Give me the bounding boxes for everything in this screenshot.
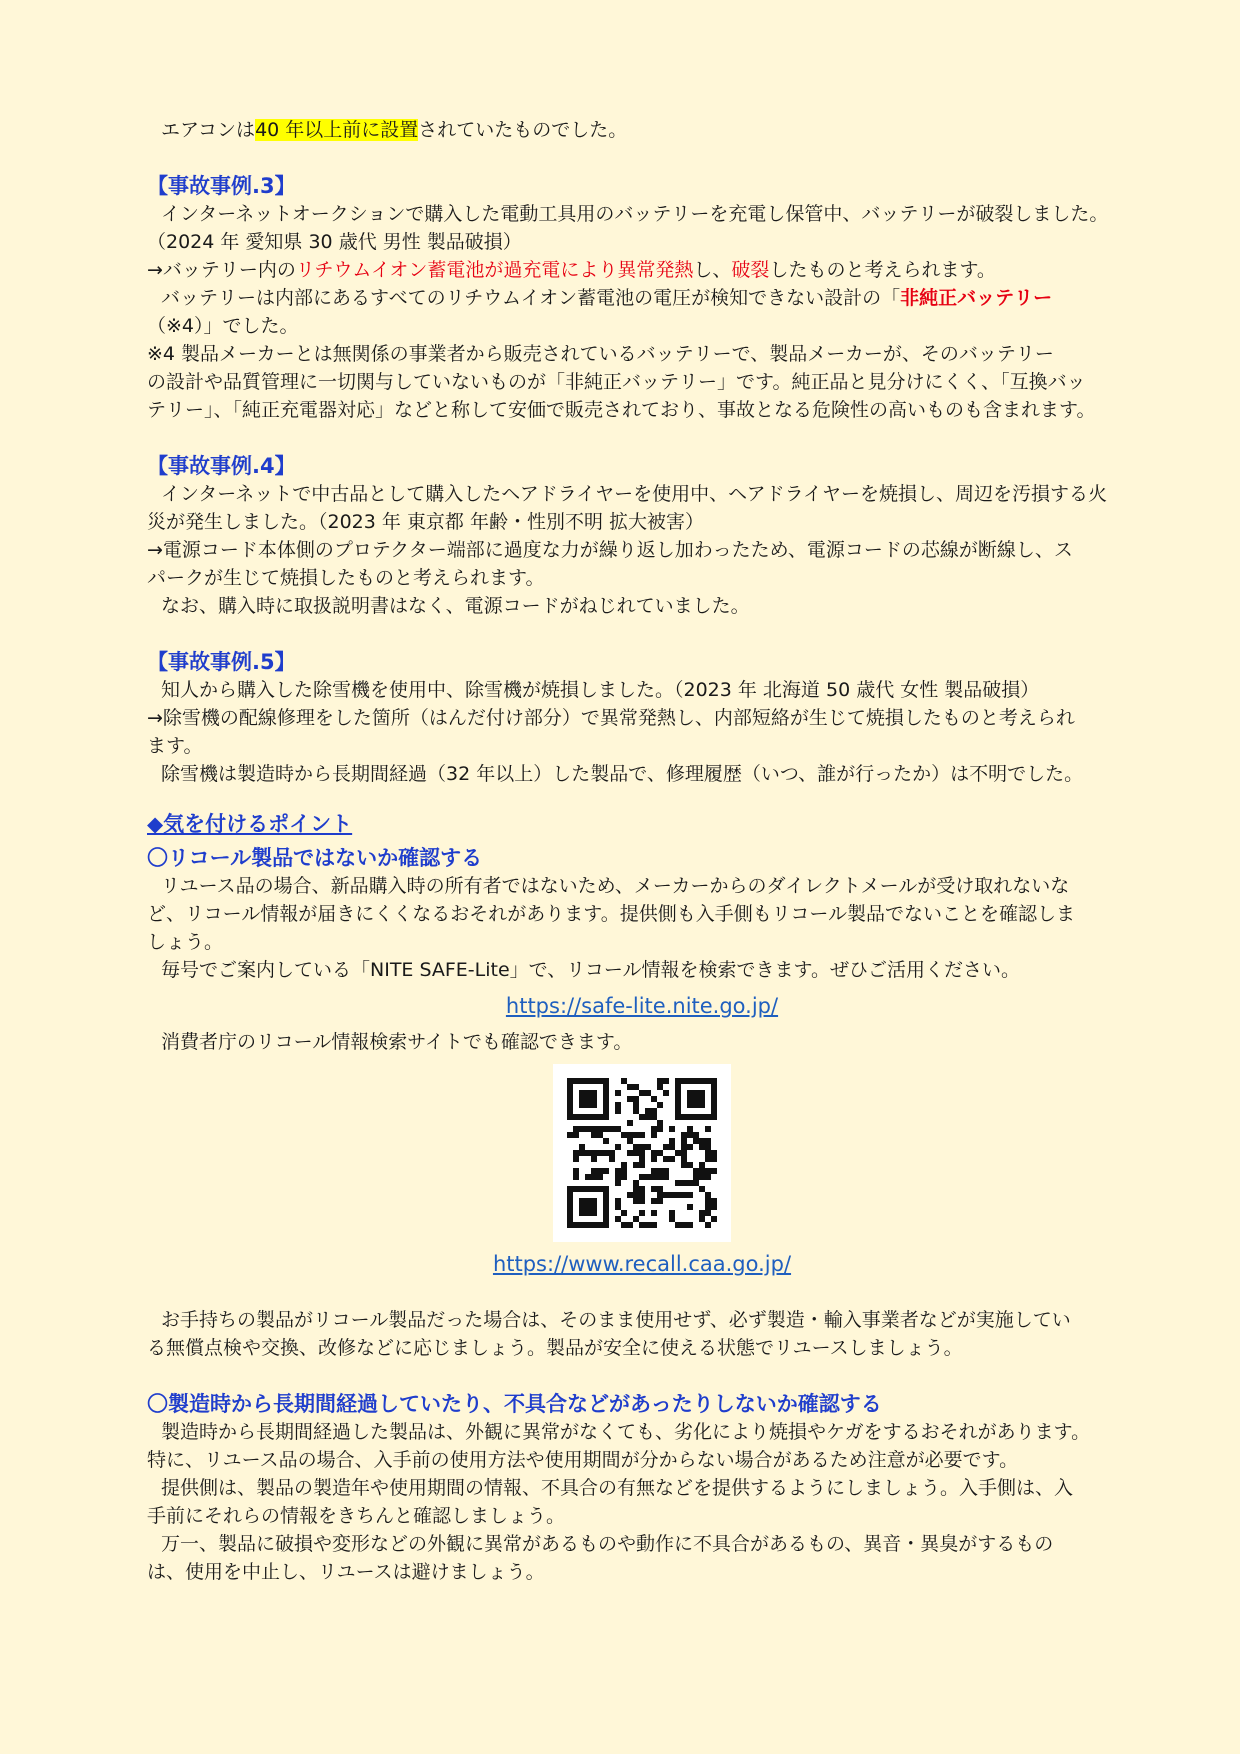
case5-line4: 除雪機は製造時から長期間経過（32 年以上）した製品で、修理履歴（いつ、誰が行ったか）は不明でした。 bbox=[161, 763, 1084, 785]
case3-note3: テリー」、「純正充電器対応」などと称して安価で販売されており、事故となる危険性の高いものも含まれます。 bbox=[147, 399, 1096, 421]
case3-line5: （※4）」でした。 bbox=[147, 315, 299, 337]
aging-line6: は、使用を中止し、リユースは避けましょう。 bbox=[147, 1561, 545, 1583]
case4-line2: 災が発生しました。（2023 年 東京都 年齢・性別不明 拡大被害） bbox=[147, 511, 705, 533]
aging-title: 〇製造時から長期間経過していたり、不具合などがあったりしないか確認する bbox=[147, 1392, 882, 1416]
case5-line2: →除雪機の配線修理をした箇所（はんだ付け部分）で異常発熱し、内部短絡が生じて焼損したものと考えられ bbox=[147, 707, 1075, 729]
case3-line3: →バッテリー内のリチウムイオン蓄電池が過充電により異常発熱し、破裂したものと考えられます。 bbox=[147, 259, 996, 281]
recall-title: 〇リコール製品ではないか確認する bbox=[147, 846, 483, 870]
recall-line6: お手持ちの製品がリコール製品だった場合は、そのまま使用せず、必ず製造・輸入事業者などが実施してい bbox=[161, 1309, 1071, 1331]
case3-title: 【事故事例.3】 bbox=[147, 174, 296, 198]
aging-line1: 製造時から長期間経過した製品は、外観に異常がなくても、劣化により焼損やケガをするおそれがあります。 bbox=[161, 1421, 1091, 1443]
recall-line3: しょう。 bbox=[147, 931, 224, 953]
document-body bbox=[147, 0, 1137, 1586]
case5-line3: ます。 bbox=[147, 735, 203, 757]
aging-line3: 提供側は、製品の製造年や使用期間の情報、不具合の有無などを提供するようにしましょう。入手側は、入 bbox=[161, 1477, 1074, 1499]
intro-line: エアコンは40 年以上前に設置されていたものでした。 bbox=[161, 119, 628, 141]
case5-title: 【事故事例.5】 bbox=[147, 650, 296, 674]
recall-line5: 消費者庁のリコール情報検索サイトでも確認できます。 bbox=[161, 1031, 633, 1053]
points-title: ◆気を付けるポイント bbox=[147, 812, 353, 836]
recall-line2: ど、リコール情報が届きにくくなるおそれがあります。提供側も入手側もリコール製品でないことを確認しま bbox=[147, 903, 1075, 925]
qr-container bbox=[147, 1064, 1137, 1242]
case5-line1: 知人から購入した除雪機を使用中、除雪機が焼損しました。（2023 年 北海道 50 歳代 女性 製品破損） bbox=[161, 679, 1040, 701]
nite-safe-lite-link[interactable]: https://safe-lite.nite.go.jp/ bbox=[505, 994, 779, 1018]
case3-line2: （2024 年 愛知県 30 歳代 男性 製品破損） bbox=[147, 231, 522, 253]
recall-line7: る無償点検や交換、改修などに応じましょう。製品が安全に使える状態でリユースしましょう。 bbox=[147, 1337, 963, 1359]
aging-line4: 手前にそれらの情報をきちんと確認しましょう。 bbox=[147, 1505, 566, 1527]
case3-line1: インターネットオークションで購入した電動工具用のバッテリーを充電し保管中、バッテリーが破裂しました。 bbox=[161, 203, 1109, 225]
case3-note1: ※4 製品メーカーとは無関係の事業者から販売されているバッテリーで、製品メーカーが、そのバッテリー bbox=[147, 343, 1054, 365]
case3-note2: の設計や品質管理に一切関与していないものが「非純正バッテリー」です。純正品と見分けにくく、「互換バッ bbox=[147, 371, 1086, 393]
aging-line2: 特に、リユース品の場合、入手前の使用方法や使用期間が分からない場合があるため注意が必要です。 bbox=[147, 1449, 1019, 1471]
case3-line4: バッテリーは内部にあるすべてのリチウムイオン蓄電池の電圧が検知できない設計の「非純正バッテリー bbox=[161, 287, 1053, 309]
caa-recall-link[interactable]: https://www.recall.caa.go.jp/ bbox=[492, 1252, 792, 1276]
aging-line5: 万一、製品に破損や変形などの外観に異常があるものや動作に不具合があるもの、異音・異臭がするもの bbox=[161, 1533, 1054, 1555]
recall-line1: リユース品の場合、新品購入時の所有者ではないため、メーカーからのダイレクトメールが受け取れないな bbox=[161, 875, 1070, 897]
qr-code-icon bbox=[553, 1064, 731, 1242]
case4-line4: パークが生じて焼損したものと考えられます。 bbox=[147, 567, 545, 589]
case4-line1: インターネットで中古品として購入したヘアドライヤーを使用中、ヘアドライヤーを焼損し、周辺を汚損する火 bbox=[161, 483, 1108, 505]
recall-line4: 毎号でご案内している「NITE SAFE-Lite」で、リコール情報を検索できます。ぜひご活用ください。 bbox=[161, 959, 1021, 981]
case4-line5: なお、購入時に取扱説明書はなく、電源コードがねじれていました。 bbox=[161, 595, 750, 617]
case4-line3: →電源コード本体側のプロテクター端部に過度な力が繰り返し加わったため、電源コードの芯線が断線し、ス bbox=[147, 539, 1073, 561]
highlighted-text: 40 年以上前に設置 bbox=[255, 119, 419, 141]
case4-title: 【事故事例.4】 bbox=[147, 454, 296, 478]
